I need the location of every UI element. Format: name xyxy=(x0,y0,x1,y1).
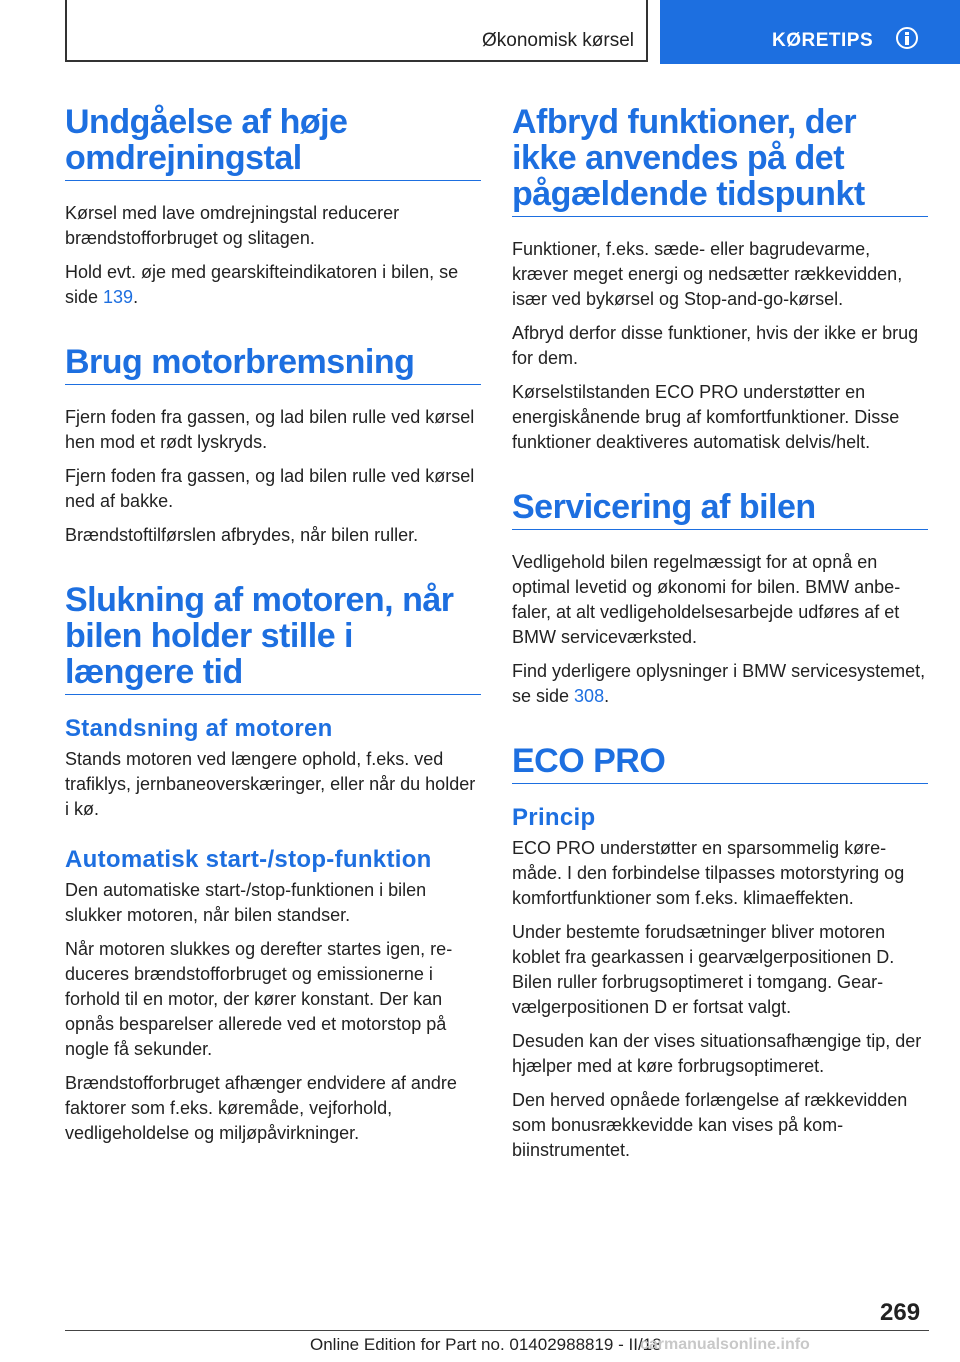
footer-divider xyxy=(65,1330,929,1331)
paragraph: Under bestemte forudsætninger bliver motoren koblet fra gearkassen i gearvælgerpositionen D. Bilen ruller forbrugsoptimeret i tomgang. Gearvælgerpositionen D er fortsat valgt. xyxy=(512,922,895,1017)
paragraph: Fjern foden fra gassen, og lad bilen rulle ved kørsel hen mod et rødt lyskryds. xyxy=(65,407,475,452)
left-column xyxy=(65,104,481,1155)
page-link-139[interactable]: 139 xyxy=(103,287,134,307)
section-title: Økonomisk kørsel xyxy=(481,30,634,51)
chapter-tab[interactable] xyxy=(660,0,960,64)
paragraph: Stands motoren ved længere ophold, f.eks. ved trafiklys, jernbaneoverskæringer, eller når du holder i kø. xyxy=(65,749,476,819)
paragraph-text: . xyxy=(604,686,610,706)
paragraph-text: Find yderligere oplysninger i BMW servicesystemet, se side xyxy=(512,661,926,706)
heading-servicing: Servicering af bilen xyxy=(512,489,928,530)
paragraph: Funktioner, f.eks. sæde- eller bagrudevarme, kræver meget energi og nedsætter rækkevidden, især ved bykørsel og Stop-and-go-kørsel. xyxy=(512,239,903,309)
right-column xyxy=(512,104,928,1172)
watermark: carmanualsonline.info xyxy=(640,1336,810,1353)
paragraph-text: Hold evt. øje med gearskifteindikatoren i bilen, se side xyxy=(65,262,459,307)
paragraph: Afbryd derfor disse funktioner, hvis der ikke er brug for dem. xyxy=(512,323,919,368)
paragraph xyxy=(512,659,928,709)
paragraph: Kørsel med lave omdrejningstal reducerer brændstofforbruget og slitagen. xyxy=(65,203,400,248)
info-icon[interactable] xyxy=(896,27,918,49)
paragraph xyxy=(65,260,481,310)
heading-disable-functions: Afbryd funktioner, der ikke anvendes på det pågældende tidspunkt xyxy=(512,104,928,217)
heading-engine-braking: Brug motorbremsning xyxy=(65,344,481,385)
paragraph: Brændstofforbruget afhænger endvidere af andre faktorer som f.eks. køremåde, vejforhold, vedligeholdelse og miljøpåvirkninger. xyxy=(65,1073,457,1143)
subheading-auto-start-stop: Automatisk start-/stop-funktion xyxy=(65,846,432,873)
paragraph: Vedligehold bilen regelmæssigt for at opnå en optimal levetid og økonomi for bilen. BMW anbefaler, at alt vedligeholdelsesarbejde udføres af et BMW serviceværksted. xyxy=(512,552,901,647)
subheading-principle: Princip xyxy=(512,804,596,831)
subheading-stopping-engine: Standsning af motoren xyxy=(65,715,333,742)
page-link-308[interactable]: 308 xyxy=(574,686,605,706)
heading-avoid-high-rpm: Undgåelse af høje omdrejningstal xyxy=(65,104,481,181)
paragraph: Den herved opnåede forlængelse af rækkevidden som bonusrækkevidde kan vises på kombiinstrumentet. xyxy=(512,1090,908,1160)
paragraph: Kørselstilstanden ECO PRO understøtter en energiskånende brug af komfortfunktioner. Disse funktioner deaktiveres automatisk delvis/helt. xyxy=(512,382,900,452)
heading-engine-off: Slukning af motoren, når bilen holder stille i længere tid xyxy=(65,582,481,695)
heading-eco-pro: ECO PRO xyxy=(512,743,928,784)
paragraph: ECO PRO understøtter en sparsommelig køremåde. I den forbindelse tilpasses motorstyring og komfortfunktioner som f.eks. klimaeffekten. xyxy=(512,838,905,908)
chapter-title: KØRETIPS xyxy=(772,30,874,51)
paragraph: Brændstoftilførslen afbrydes, når bilen ruller. xyxy=(65,525,419,545)
edition-info: Online Edition for Part no. 01402988819 - II/18 xyxy=(310,1335,662,1354)
page-header xyxy=(0,0,960,66)
section-tab xyxy=(65,0,648,62)
paragraph-text: . xyxy=(133,287,139,307)
paragraph: Når motoren slukkes og derefter startes igen, reduceres brændstofforbruget og emissionerne i forhold til en motor, der kører konstant. Der kan opnås besparelser allerede ved et motorstop på nogle få sekunder. xyxy=(65,939,453,1059)
paragraph: Desuden kan der vises situationsafhængige tip, der hjælper med at køre forbrugsoptimeret. xyxy=(512,1031,922,1076)
paragraph: Fjern foden fra gassen, og lad bilen rulle ved kørsel ned af bakke. xyxy=(65,466,475,511)
page-number: 269 xyxy=(880,1299,921,1326)
paragraph: Den automatiske start-/stop-funktionen i bilen slukker motoren, når bilen standser. xyxy=(65,880,427,925)
